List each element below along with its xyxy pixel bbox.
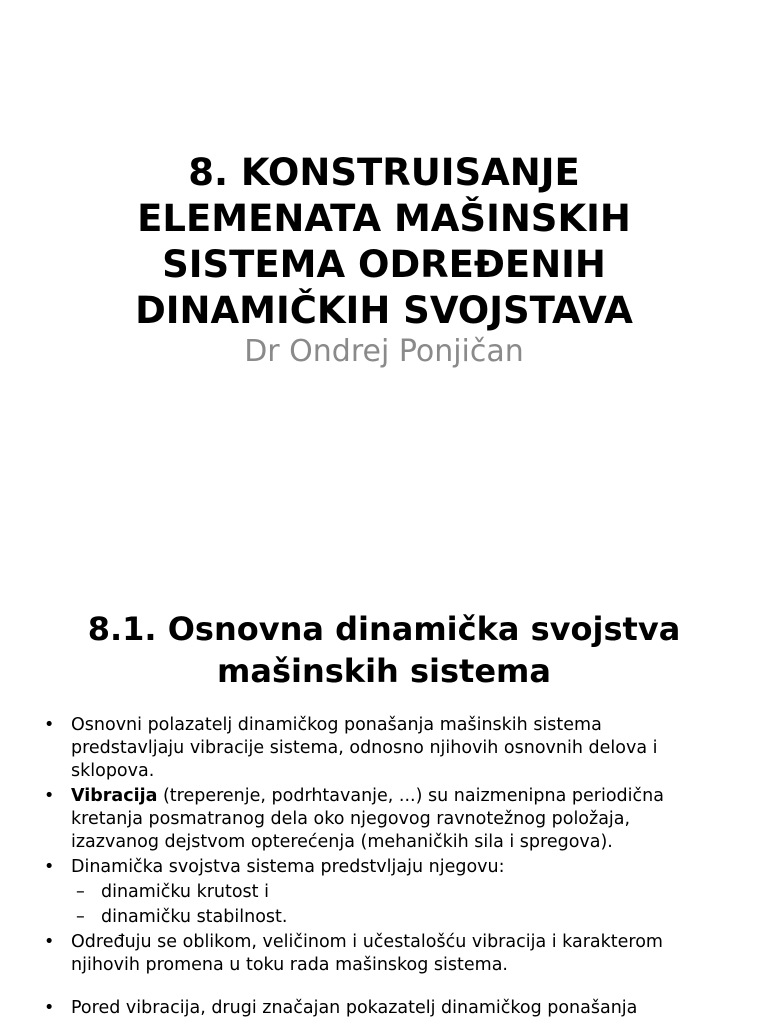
heading-line: mašinskih sistema: [217, 652, 551, 690]
section-heading: [30, 608, 738, 692]
item-text: sklopova.: [71, 761, 155, 781]
title-line: 8. KONSTRUISANJE: [188, 151, 580, 194]
bullet-icon: •: [44, 998, 55, 1018]
title-line: ELEMENATA MAŠINSKIH: [137, 197, 631, 240]
term-bold: Vibracija: [71, 786, 158, 806]
title-line: DINAMIČKIH SVOJSTAVA: [135, 289, 633, 332]
content-slide: [0, 576, 768, 1024]
item-text: dinamičku krutost i: [101, 882, 269, 902]
list-item: [0, 997, 768, 1020]
bullet-icon: •: [44, 857, 55, 877]
list-item: [0, 785, 768, 854]
item-text: Dinamička svojstva sistema predstvljaju njegovu:: [71, 857, 505, 877]
item-text: (treperenje, podrhtavanje, ...) su naizmenipna periodična: [157, 786, 664, 806]
bullet-list: [0, 714, 768, 1022]
item-text: dinamičku stabilnost.: [101, 907, 288, 927]
bullet-icon: •: [44, 932, 55, 952]
bullet-icon: •: [44, 715, 55, 735]
list-item: [0, 856, 768, 879]
list-item: [0, 931, 768, 977]
item-text: izazvanog dejstvom opterećenja (mehaničkih sila i spregova).: [71, 832, 613, 852]
sub-list-item: [0, 881, 768, 904]
item-text: Osnovni polazatelj dinamičkog ponašanja mašinskih sistema: [71, 715, 602, 735]
bullet-icon: •: [44, 786, 55, 806]
list-item: [0, 714, 768, 783]
author-subtitle: Dr Ondrej Ponjičan: [244, 334, 524, 369]
title-line: SISTEMA ODREĐENIH: [162, 243, 606, 286]
item-text: Pored vibracija, drugi značajan pokazatelj dinamičkog ponašanja: [71, 998, 638, 1018]
item-text: predstavljaju vibracije sistema, odnosno njihovih osnovnih delova i: [71, 738, 658, 758]
item-text: njihovih promena u toku rada mašinskog sistema.: [71, 955, 508, 975]
slide-title: [40, 150, 728, 334]
item-text: Određuju se oblikom, veličinom i učestalošću vibracija i karakterom: [71, 932, 663, 952]
heading-line: 8.1. Osnovna dinamička svojstva: [87, 610, 681, 648]
dash-icon: –: [76, 907, 85, 927]
dash-icon: –: [76, 882, 85, 902]
item-text: kretanja posmatranog dela oko njegovog ravnotežnog položaja,: [71, 809, 631, 829]
sub-list-item: [0, 906, 768, 929]
